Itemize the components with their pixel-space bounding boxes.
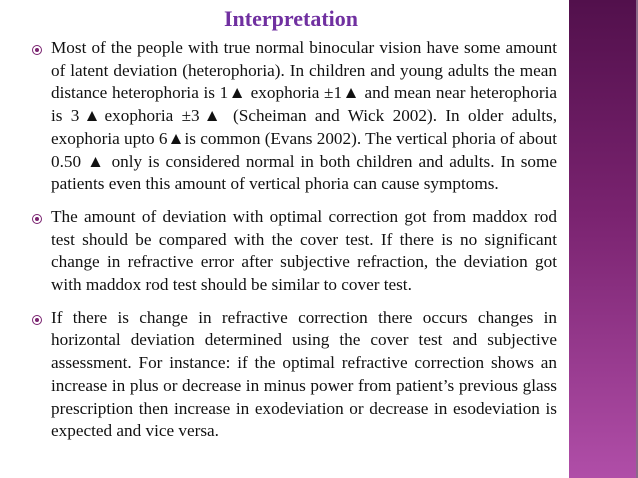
slide-title: Interpretation: [223, 6, 359, 31]
bullet-circle-icon: [32, 315, 42, 325]
bullet-list: [51, 37, 557, 453]
bullet-circle-icon: [32, 214, 42, 224]
bullet-circle-icon: [32, 45, 42, 55]
bullet-item: [51, 37, 557, 196]
bullet-item: [51, 307, 557, 443]
bullet-item: [51, 206, 557, 297]
bullet-text: The amount of deviation with optimal correction got from maddox rod test should be compared with the cover test. If there is no significant change in refractive error after subjective refraction, the deviation got with maddox rod test should be similar to cover test.: [51, 206, 557, 295]
bullet-text: If there is change in refractive correction there occurs changes in horizontal deviation determined using the cover test and subjective assessment. For instance: if the optimal refractive correction shows an increase in plus or decrease in minus power from patient’s previous glass prescription then increase in exodeviation or decrease in esodeviation is expected and vice versa.: [51, 307, 557, 441]
decorative-side-band: [569, 0, 636, 478]
bullet-text: Most of the people with true normal binocular vision have some amount of latent deviation (heterophoria). In children and young adults the mean distance heterophoria is 1▲ exophoria ±1▲ and mean near heterophoria is 3▲exophoria ±3▲ (Scheiman and Wick 2002). In older adults, exophoria upto 6▲is common (Evans 2002). The vertical phoria of about 0.50 ▲ only is considered normal in both children and adults. In some patients even this amount of vertical phoria can cause symptoms.: [51, 38, 557, 194]
